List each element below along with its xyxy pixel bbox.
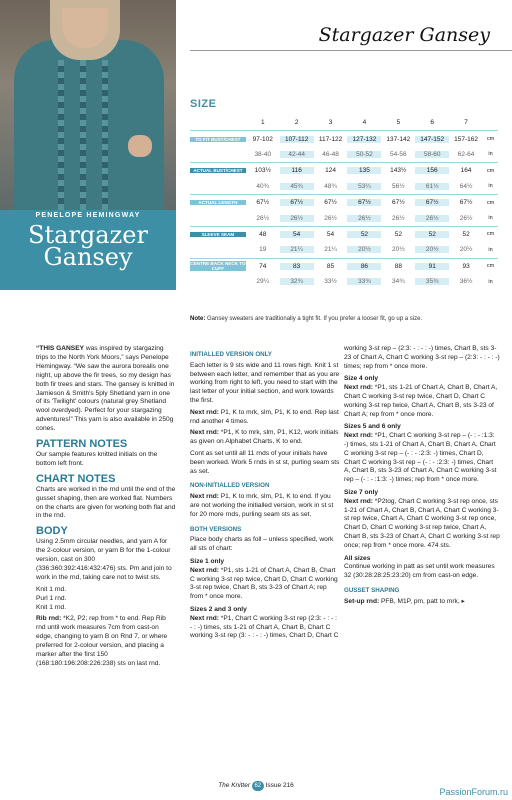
instruction-text: P1, K to mrk, slm, P1, K to end. Rep last rnd another 4 times. <box>190 408 339 425</box>
size-value: 54 <box>280 231 314 238</box>
size-value: 67½ <box>415 199 449 206</box>
unit-label: in <box>488 246 493 253</box>
instruction-label: Next rnd: <box>344 384 373 392</box>
size-value: 137-142 <box>386 135 411 143</box>
watermark: PassionForum.ru <box>439 787 508 797</box>
size-subheading: All sizes <box>344 554 371 562</box>
size-value: 53¼ <box>347 183 381 190</box>
size-value: 20½ <box>391 246 405 254</box>
row-label: SLEEVE SEAM <box>190 232 246 237</box>
size-table-row <box>190 210 498 225</box>
paragraph: Each letter is 9 sts wide and 11 rows high. Knit 1 st between each letter, and remember that as you are working from right to left, you need to start with the last letter of your initial section, and work towards the first. <box>190 361 340 404</box>
instruction-text: PFB, M1P, pm, patt to mrk, ▸ <box>379 597 465 605</box>
size-value: 29¼ <box>256 278 270 286</box>
size-value: 62-64 <box>457 150 475 158</box>
size-value: 86 <box>347 263 381 270</box>
body-text: Using 2.5mm circular needles, and yarn A for the 2-colour version, or yarn B for the 1-colour version, cast on 300 (336:360:392:416:432:476) sts. Pm and join to work in the rnd, taking care not to twist sts. <box>36 538 172 581</box>
size-column-header: 5 <box>396 119 401 127</box>
size-value: 26½ <box>280 215 314 222</box>
size-value: 64½ <box>459 182 473 190</box>
intro-lead: “THIS GANSEY <box>36 345 84 352</box>
model-hand <box>128 135 152 157</box>
size-value: 67½ <box>256 199 270 207</box>
size-value: 67½ <box>324 199 337 207</box>
size-value: 52 <box>462 230 470 238</box>
page-title: Stargazer Gansey <box>318 24 490 46</box>
size-value: 74 <box>259 262 267 270</box>
size-table-row <box>190 147 498 162</box>
size-column-header: 3 <box>328 119 333 127</box>
body-heading: BODY <box>36 525 68 538</box>
size-value: 50-52 <box>347 151 381 158</box>
size-value: 124 <box>325 167 336 175</box>
size-value: 20½ <box>415 246 449 253</box>
instruction-label: Next rnd: <box>344 432 373 440</box>
paragraph: Continue working in patt as set until work measures 32 (30:28:28:25:23:20) cm from cast-on edge. <box>344 563 495 580</box>
size-value: 26½ <box>347 215 381 222</box>
paragraph: Cont as set until all 11 rnds of your initials have been worked. Work 5 rnds in st st, purling seam sts as set. <box>190 449 340 475</box>
hero-photo <box>0 0 176 210</box>
size-value: 54-56 <box>390 150 407 158</box>
size-value: 135 <box>347 167 381 174</box>
size-value: 35¾ <box>415 278 449 285</box>
section-heading: NON-INITIALLED VERSION <box>190 482 270 490</box>
size-value: 88 <box>394 262 402 270</box>
size-value: 107-112 <box>280 136 314 143</box>
size-value: 26½ <box>391 214 405 222</box>
size-heading: SIZE <box>190 98 217 110</box>
intro-text: was inspired by stargazing trips to the North York Moors,” says Penelope Hemingway. “We saw the aurora borealis one night, up above the fir trees, so my design has both fir trees and stars. The gansey is knitted in Jamieson & Smith's 5ply Shetland yarn in one of its 'Twilight' colours (natural grey Shetland wool overdyed). Perfect for your stargazing adventures!” This yarn is also available in 250g cones. <box>36 345 175 433</box>
pattern-notes-heading: PATTERN NOTES <box>36 438 128 451</box>
unit-label: cm <box>486 199 495 206</box>
size-table-header <box>190 115 498 130</box>
size-value: 42-44 <box>280 151 314 158</box>
hero-title-line2: Gansey <box>43 243 133 271</box>
size-value: 143½ <box>390 167 407 175</box>
paragraph: Place body charts as foll – unless specified, work all sts of chart: <box>190 536 334 553</box>
cable-pattern <box>102 60 108 210</box>
size-value: 116 <box>280 167 314 174</box>
instruction-text: *P2tog, Chart C working 3-st rep once, sts 1-21 of Chart A, Chart B, Chart A, Chart C working 3-st rep twice, Chart A, Chart C working 3-st rep once, Chart D, Chart C working 3-st rep twice, Chart A, Chart B, sts 3-23 of Chart A, Chart C working 3-st rep once; rep from * once more. 474 sts. <box>344 497 500 549</box>
size-column-header: 6 <box>430 119 435 127</box>
size-value: 157-162 <box>454 135 479 143</box>
page-footer <box>0 781 512 791</box>
size-value: 103½ <box>254 167 271 175</box>
page-number: 62 <box>252 781 264 791</box>
size-column-header: 4 <box>362 119 367 127</box>
size-table-row <box>190 226 498 242</box>
size-value: 20½ <box>459 246 473 254</box>
size-value: 164 <box>460 167 472 175</box>
size-value: 147-152 <box>415 136 449 143</box>
size-value: 67½ <box>391 199 405 207</box>
size-subheading: Size 4 only <box>344 375 379 383</box>
instruction-text: P1, K to mrk, slm, P1, K to end. If you are not working the initialled version, work in st st for 20 more rnds, purling seam sts as set. <box>190 493 334 518</box>
instruction-text: *P1, sts 1-21 of Chart A, Chart B, Chart C working 3-st rep twice, Chart D, Chart C working 3-st rep twice, Chart B, sts 3-23 of Chart A; rep from * once more. <box>190 566 338 601</box>
size-value: 45¾ <box>280 183 314 190</box>
row-label: TO FIT BUST/CHEST <box>190 137 246 142</box>
size-value: 56½ <box>391 182 405 190</box>
size-value: 61½ <box>415 183 449 190</box>
author-name: PENELOPE HEMINGWAY <box>35 212 141 219</box>
size-subheading: Size 7 only <box>344 488 379 496</box>
size-value: 32¾ <box>280 278 314 285</box>
column-2 <box>190 345 340 644</box>
size-value: 52 <box>394 230 402 238</box>
hero-title-line1: Stargazer <box>28 221 148 249</box>
size-column-header: 2 <box>294 119 299 127</box>
instruction-label: Next rnd: <box>190 614 219 622</box>
unit-label: in <box>488 151 493 158</box>
size-value: 26½ <box>256 214 270 222</box>
row-label: CENTRE BACK NECK TO CUFF <box>190 261 246 272</box>
size-value: 85 <box>326 262 335 270</box>
size-value: 93 <box>462 262 470 270</box>
unit-label: cm <box>486 136 495 143</box>
hero-title <box>0 221 176 271</box>
body-text: Purl 1 rnd. <box>36 594 67 602</box>
instruction-label: Next rnd: <box>190 493 219 501</box>
size-table-row <box>190 274 498 289</box>
note-text: Gansey sweaters are traditionally a tight fit. If you prefer a looser fit, go up a size. <box>205 316 423 322</box>
instruction-text: *P1, Chart C working 3-st rep (2:3: - : - : - : -) times, sts 1-21 of Chart A, Chart B, Chart C working 3-st rep (3: - : - : -) times, Chart D, Chart C <box>190 614 339 640</box>
chart-notes-heading: CHART NOTES <box>36 472 116 485</box>
size-value: 34¾ <box>391 278 405 286</box>
size-subheading: Sizes 5 and 6 only <box>344 423 401 431</box>
chart-notes-text: Charts are worked in the rnd until the end of the gusset shaping, then are worked flat. Numbers on the charts are given for working both flat and in the rnd. <box>36 485 176 520</box>
issue-number: Issue 216 <box>265 782 294 789</box>
column-1 <box>36 345 176 672</box>
size-value: 54 <box>326 230 335 238</box>
section-heading: GUSSET SHAPING <box>344 586 400 594</box>
instruction-text: *P1, sts 1-21 of Chart A, Chart B, Chart A, Chart C working 3-st rep twice, Chart D, Chart C working 3-st rep twice, Chart A, Chart B, sts 3-23 of Chart A; rep from * once more. <box>344 384 498 418</box>
unit-label: cm <box>486 263 495 270</box>
header-rule <box>190 50 512 51</box>
section-heading: INITIALLED VERSION ONLY <box>190 351 272 358</box>
size-column-header: 1 <box>260 119 265 127</box>
instruction-text: *P1, Chart C working 3-st rep – (- : - :1:3: -) times, sts 1-21 of Chart A, Chart B, Chart A, Chart C working 3-st rep – (- : - :2:3: -) times, Chart D, Chart C working 3-st rep – (- : - :2:3: -) times, Chart A, Chart B, sts 3-23 of Chart A, Chart C working 3-st rep – (- : - :1:3: -) times; rep from * once more. <box>344 432 497 484</box>
size-table-row <box>190 242 498 257</box>
column-3 <box>344 345 500 610</box>
instruction-label: Next rnd: <box>190 566 219 574</box>
rib-text: *K2, P2; rep from * to end. Rep Rib rnd until work measures 7cm from cast-on edge, changing to yarn B on Rnd 7, or where preferred for 2-colour version, and placing a marker after the first 150 (168:180:196:208:226:238) sts on last rnd. <box>36 615 168 667</box>
size-value: 48 <box>259 230 267 238</box>
pattern-notes-text: Our sample features knitted initials on the bottom left front. <box>36 450 158 467</box>
size-column-header: 7 <box>464 119 468 127</box>
instruction-label: Next rnd: <box>190 429 219 437</box>
paragraph: working 3-st rep – (2:3: - : - : -) times, Chart B, sts 3-23 of Chart A, Chart C working 3-st rep – (2:3: - : - : -) times; rep from * once more. <box>344 345 500 370</box>
unit-label: cm <box>486 231 495 238</box>
rib-label: Rib rnd: <box>36 615 62 623</box>
size-value: 26½ <box>459 214 473 222</box>
row-label: ACTUAL BUST/CHEST <box>190 168 246 173</box>
size-value: 26½ <box>415 215 449 222</box>
size-table <box>190 115 498 289</box>
size-value: 19 <box>259 246 267 254</box>
size-table-row <box>190 130 498 146</box>
instruction-label: Set-up rnd: <box>344 597 380 605</box>
cable-pattern <box>80 60 86 210</box>
size-value: 67½ <box>459 199 473 207</box>
instruction-label: Next rnd: <box>190 408 219 416</box>
size-value: 97-102 <box>252 135 273 143</box>
size-value: 83 <box>280 263 314 270</box>
magazine-name: The Knitter <box>218 782 250 789</box>
size-value: 26½ <box>324 214 337 222</box>
body-text: Knit 1 rnd. <box>36 585 67 593</box>
size-value: 38-40 <box>254 150 272 158</box>
size-value: 33¾ <box>347 278 381 285</box>
size-value: 67½ <box>347 199 381 206</box>
size-value: 127-132 <box>347 136 381 143</box>
cable-pattern <box>58 60 64 210</box>
body-text: Knit 1 rnd. <box>36 603 67 611</box>
size-value: 36½ <box>459 278 473 286</box>
instruction-text: *P1, K to mrk, slm, P1, K12, work initials as given on Alphabet Charts, K to end. <box>190 429 339 446</box>
size-value: 40¾ <box>256 182 270 190</box>
model-face <box>62 8 108 48</box>
size-value: 21¼ <box>280 246 314 253</box>
note-label: Note: <box>190 316 206 322</box>
unit-label: in <box>488 183 493 190</box>
size-value: 52 <box>347 231 381 238</box>
size-value: 46-48 <box>322 150 339 158</box>
size-table-row <box>190 179 498 194</box>
section-heading: BOTH VERSIONS <box>190 525 242 533</box>
unit-label: in <box>488 215 493 222</box>
size-value: 91 <box>415 263 449 270</box>
size-value: 117-122 <box>318 135 343 143</box>
row-label: ACTUAL LENGTH <box>190 200 246 205</box>
size-value: 20½ <box>347 246 381 253</box>
size-value: 58-60 <box>415 151 449 158</box>
size-value: 33½ <box>324 278 337 286</box>
unit-label: cm <box>486 167 495 174</box>
title-block <box>0 210 176 290</box>
size-table-row <box>190 162 498 178</box>
size-value: 52 <box>415 231 449 238</box>
size-subheading: Size 1 only <box>190 557 225 565</box>
unit-label: in <box>488 278 493 285</box>
size-table-row <box>190 194 498 210</box>
size-value: 21¼ <box>324 246 337 254</box>
sweater-image <box>14 40 164 210</box>
instruction-label: Next rnd: <box>344 497 373 505</box>
size-note <box>190 316 422 322</box>
size-subheading: Sizes 2 and 3 only <box>190 605 247 613</box>
size-value: 48¾ <box>324 182 337 190</box>
size-table-row <box>190 258 498 274</box>
size-value: 67½ <box>280 199 314 206</box>
size-value: 156 <box>415 167 449 174</box>
